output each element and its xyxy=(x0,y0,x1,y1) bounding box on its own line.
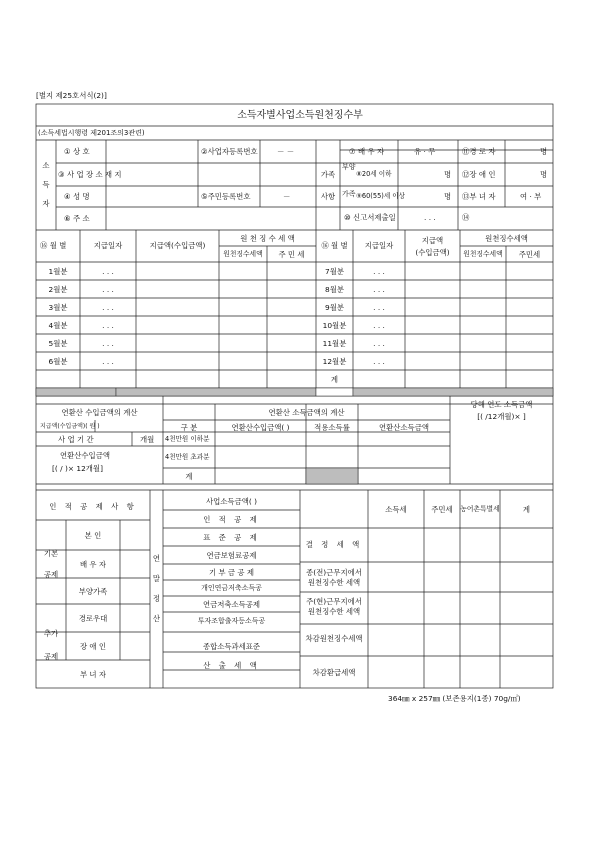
settlement-item: 사업소득금액( ) xyxy=(206,497,257,506)
spouse-label: ⑦ 배 우 자 xyxy=(349,147,385,156)
settlement-item: 인 적 공 제 xyxy=(203,515,260,524)
over40m-label: 4천만원 초과분 xyxy=(165,453,210,461)
basic-deduction-label-1: 기본 xyxy=(43,549,59,558)
settlement-label-3: 정 xyxy=(152,594,161,603)
basic-deduction-label-2: 공제 xyxy=(43,570,59,579)
resident-reg-label: ⑤주민등록번호 xyxy=(201,192,251,201)
dependents-label-2: 가족 xyxy=(342,190,356,198)
settlement-label-2: 말 xyxy=(152,574,161,583)
family-label: 가족 xyxy=(320,170,336,179)
date-cell-left[interactable]: . . . xyxy=(102,267,114,276)
settlement-item: 산 출 세 액 xyxy=(203,661,260,670)
date-cell-right[interactable]: . . . xyxy=(373,321,385,330)
name-label: ④ 성 명 xyxy=(64,192,90,201)
prev-withheld-label-2: 원천징수한 세액 xyxy=(307,578,361,587)
diff-withheld-label: 차감원천징수세액 xyxy=(305,634,363,643)
col-rural-tax: 농어촌특별세 xyxy=(460,505,500,513)
month-row-right: 10월분 xyxy=(322,321,347,330)
spouse-value[interactable]: 유 · 무 xyxy=(414,147,436,156)
month-row-right: 11월분 xyxy=(322,339,347,348)
female-head-label: ⑬부 녀 자 xyxy=(462,192,496,201)
col-resident-tax: 주민세 xyxy=(431,505,453,514)
pay-amount-header-right: 지급액 xyxy=(421,236,444,245)
legal-basis: (소득세법시행령 제201조의3관련) xyxy=(38,129,145,137)
business-reg-label: ②사업자등록번호 xyxy=(201,147,258,156)
month-row-right: 12월분 xyxy=(322,357,347,366)
annual-income-unit-header: 연환산수입금액( ) xyxy=(231,423,290,432)
curr-withheld-label-1: 주(현)근무지에서 xyxy=(306,597,362,606)
family-items-label: 사항 xyxy=(320,192,336,201)
business-reg-value[interactable]: － － xyxy=(277,147,295,156)
date-cell-right[interactable]: . . . xyxy=(373,285,385,294)
under20-label: ⑧20세 이하 xyxy=(356,170,392,178)
month-row-left: 1월분 xyxy=(48,267,68,276)
address-label: ⑥ 주 소 xyxy=(64,214,90,223)
date-cell-right[interactable]: . . . xyxy=(373,357,385,366)
earnings-calc-heading: 연환산 소득금액의 계산 xyxy=(268,408,345,417)
female-head-value[interactable]: 여 · 부 xyxy=(520,192,542,201)
settlement-label-1: 연 xyxy=(152,554,161,563)
resident-tax-header-left: 주 민 세 xyxy=(278,250,305,259)
over60-unit: 명 xyxy=(444,192,452,201)
report-date-label: ⑩ 신고서제출일 xyxy=(344,213,396,222)
item14-label: ⑭ xyxy=(462,213,470,222)
elderly-unit: 명 xyxy=(540,147,548,156)
elderly-label: ⑪경 로 자 xyxy=(462,147,496,156)
date-cell-left[interactable]: . . . xyxy=(102,303,114,312)
date-cell-left[interactable]: . . . xyxy=(102,321,114,330)
shade-left xyxy=(36,388,116,396)
earner-label-1: 소 xyxy=(42,161,50,170)
month-row-left: 4월분 xyxy=(48,321,68,330)
additional-deduction-label-2: 공제 xyxy=(43,652,59,661)
paper-spec: 364㎜ x 257㎜ (보존용지(1종) 70g/㎡) xyxy=(388,694,521,703)
month-row-left: 3월분 xyxy=(48,303,68,312)
self-label: 본 인 xyxy=(84,531,102,540)
income-calc-heading: 연환산 수입금액의 계산 xyxy=(61,408,138,417)
pay-date-header-left: 지급일자 xyxy=(93,241,123,250)
diff-refund-label: 차감환급세액 xyxy=(312,668,356,677)
month-total: 계 xyxy=(330,375,339,384)
business-address-label: ③ 사 업 장 소 재 지 xyxy=(58,170,122,179)
month-row-left: 6월분 xyxy=(48,357,68,366)
settlement-item: 개인연금저축소득공 xyxy=(201,584,262,592)
month-row-right: 8월분 xyxy=(325,285,344,294)
month-row-right: 7월분 xyxy=(325,267,344,276)
settlement-item: 연금보험료공제 xyxy=(206,551,257,560)
disabled-unit: 명 xyxy=(540,170,548,179)
date-cell-left[interactable]: . . . xyxy=(102,357,114,366)
earner-label-2: 득 xyxy=(42,180,50,189)
settlement-item: 기 부 금 공 제 xyxy=(208,568,255,577)
settlement-label-4: 산 xyxy=(152,614,161,623)
months-label: 개월 xyxy=(140,435,155,444)
col-income-tax: 소득세 xyxy=(385,505,407,514)
annual-income-label: 연환산수입금액 xyxy=(60,451,110,460)
over60-label: ⑨60(55)세 이상 xyxy=(356,192,406,200)
resident-tax-header-right: 주민세 xyxy=(518,250,541,259)
pay-amount-header-left: 지급액(수입금액) xyxy=(149,241,206,250)
pay-unit-label: 지급액(수입금액)( 원 ) xyxy=(40,423,100,430)
under20-unit: 명 xyxy=(444,170,452,179)
earner-label-3: 자 xyxy=(42,199,50,208)
date-cell-right[interactable]: . . . xyxy=(373,339,385,348)
withholding-header-left: 원 천 징 수 세 액 xyxy=(240,234,295,243)
resident-reg-value[interactable]: － xyxy=(283,192,291,201)
deductions-heading: 인 적 공 제 사 항 xyxy=(49,502,137,511)
date-cell-right[interactable]: . . . xyxy=(373,303,385,312)
disabled-label: ⑫장 애 인 xyxy=(462,170,496,179)
income-tax-header-right: 원천징수세액 xyxy=(463,250,503,258)
settlement-item: 투자조합출자등소득공 xyxy=(197,617,266,625)
elderly-deduction-label: 경로우대 xyxy=(78,614,108,623)
annual-earnings-header: 연환산소득금액 xyxy=(379,423,429,432)
year-income-heading: 당해 연도 소득금액 xyxy=(470,400,533,409)
month-header-left: ⑯ 월 별 xyxy=(40,241,67,250)
female-head-deduction-label: 부 녀 자 xyxy=(79,670,107,679)
col-total: 계 xyxy=(522,505,531,514)
prev-withheld-label-1: 종(전)근무지에서 xyxy=(306,568,362,577)
year-income-formula: [( /12개월)× ] xyxy=(477,412,526,421)
month-row-left: 2월분 xyxy=(48,285,68,294)
pay-amount-header-right-2: (수입금액) xyxy=(415,248,450,257)
dependents-label: 부양 xyxy=(342,163,356,171)
rate-header: 적용소득률 xyxy=(314,423,350,432)
month-row-right: 9월분 xyxy=(325,303,344,312)
income-tax-header-left: 원천징수세액 xyxy=(223,250,263,258)
settlement-item: 표 준 공 제 xyxy=(203,533,260,542)
additional-deduction-label-1: 추가 xyxy=(43,629,59,638)
form-title: 소득자별사업소득원천징수부 xyxy=(237,110,363,121)
curr-withheld-label-2: 원천징수한 세액 xyxy=(307,607,361,616)
under40m-label: 4천만원 이하분 xyxy=(165,435,210,443)
settlement-item: 종합소득과세표준 xyxy=(202,642,261,651)
date-cell-right[interactable]: . . . xyxy=(373,267,385,276)
date-cell-left[interactable]: . . . xyxy=(102,285,114,294)
dependents-deduction-label: 부양가족 xyxy=(78,587,108,596)
spouse-deduction-label: 배 우 자 xyxy=(79,560,107,569)
date-cell-left[interactable]: . . . xyxy=(102,339,114,348)
withholding-header-right: 원천징수세액 xyxy=(485,234,528,243)
determined-tax-label: 결 정 세 액 xyxy=(305,540,363,549)
disabled-deduction-label: 장 애 인 xyxy=(79,642,107,651)
category-header: 구 분 xyxy=(180,423,198,432)
period-label: 사 업 기 간 xyxy=(58,435,94,444)
form-number: [별지 제25호서식(2)] xyxy=(36,91,107,100)
month-row-left: 5월분 xyxy=(48,339,68,348)
annual-income-formula: [( / )× 12개월] xyxy=(52,464,103,473)
month-header-right: ⑯ 월 별 xyxy=(321,241,348,250)
pay-date-header-right: 지급일자 xyxy=(364,241,394,250)
earnings-total: 계 xyxy=(185,472,193,481)
trade-name-label: ① 상 호 xyxy=(64,147,90,156)
settlement-item: 연금저축소득공제 xyxy=(202,600,261,609)
report-date-value[interactable]: . . . xyxy=(424,213,436,222)
